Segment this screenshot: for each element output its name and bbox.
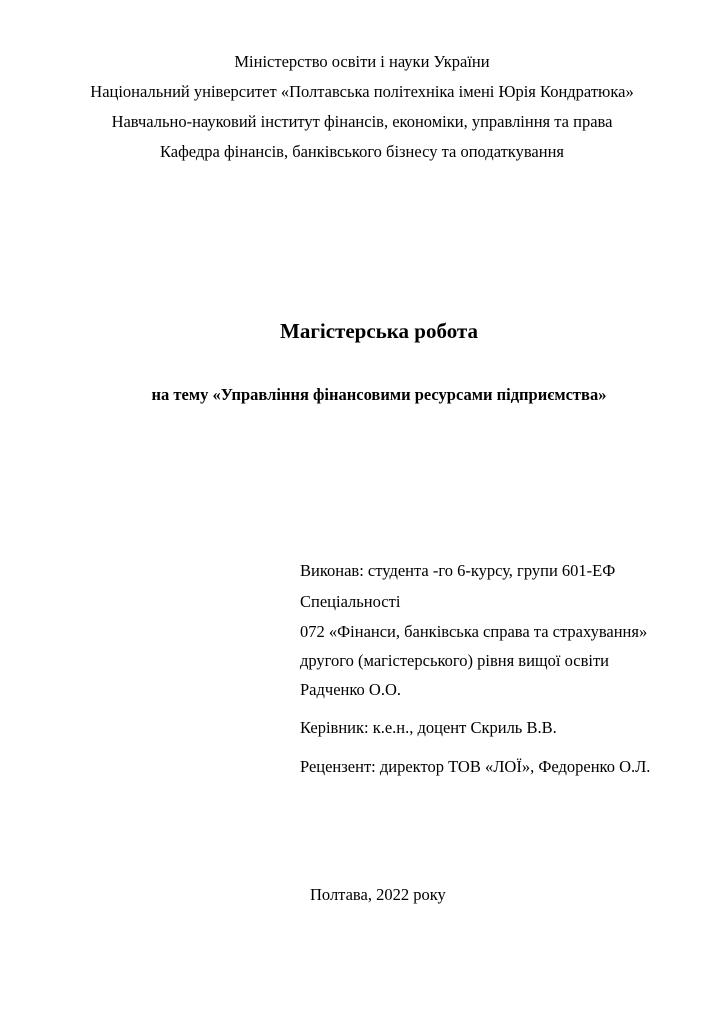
department-line: Кафедра фінансів, банківського бізнесу та оподаткування bbox=[159, 142, 564, 161]
student-name: Радченко О.О. bbox=[300, 680, 401, 699]
level-line: другого (магістерського) рівня вищої освіти bbox=[300, 651, 609, 670]
specialty-label: Спеціальності bbox=[300, 592, 401, 611]
ministry-line: Міністерство освіти і науки України bbox=[234, 52, 490, 71]
reviewer-line: Рецензент: директор ТОВ «ЛОЇ», Федоренко О.Л. bbox=[300, 757, 651, 776]
performer-line: Виконав: студента -го 6-курсу, групи 601-ЕФ bbox=[300, 561, 616, 580]
supervisor-line: Керівник: к.е.н., доцент Скриль В.В. bbox=[300, 718, 557, 737]
specialty-line: 072 «Фінанси, банківська справа та страхування» bbox=[300, 622, 648, 641]
university-line: Національний університет «Полтавська політехніка імені Юрія Кондратюка» bbox=[90, 82, 634, 101]
institute-line: Навчально-науковий інститут фінансів, економіки, управління та права bbox=[111, 112, 613, 131]
place-and-year: Полтава, 2022 року bbox=[310, 885, 446, 904]
document-subtitle: на тему «Управління фінансовими ресурсами підприємства» bbox=[151, 385, 607, 404]
document-title: Магістерська робота bbox=[280, 319, 478, 343]
